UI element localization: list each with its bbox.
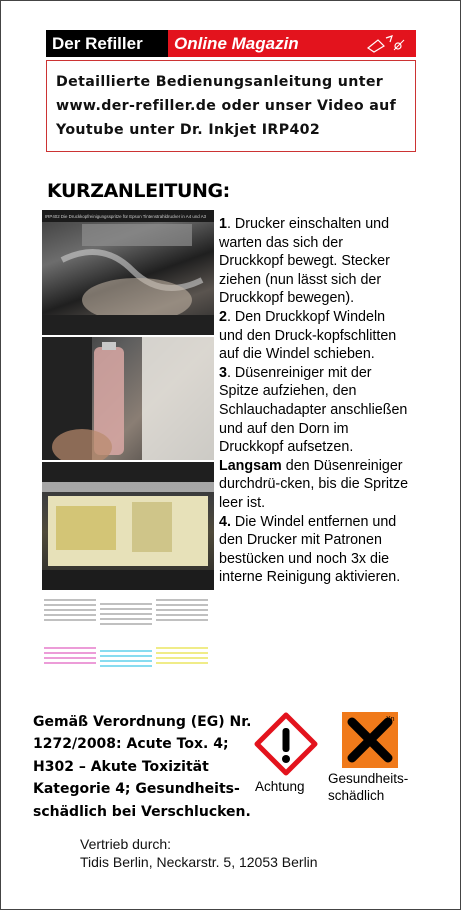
legal-notice: Gemäß Verordnung (EG) Nr. 1272/2008: Acute Tox. 4; H302 – Akute Toxizität Kategorie 4; Gesundheits-schädlich bei Verschlucken. bbox=[33, 714, 252, 820]
step-3-emphasis: Langsam bbox=[219, 457, 282, 474]
nozzle-pattern-illustration bbox=[42, 596, 214, 676]
xn-hazard-icon bbox=[342, 712, 398, 768]
step-4-number: 4. bbox=[219, 513, 231, 530]
nozzle-pattern-color bbox=[44, 648, 208, 666]
step-3-text-b: den Düsenreiniger durchdrü-cken, bis die Spritze leer ist. bbox=[219, 457, 409, 511]
printer-head-photo bbox=[42, 210, 214, 335]
hazard-xn-label: Gesundheits-schädlich bbox=[328, 771, 409, 803]
brand-banner bbox=[46, 30, 416, 57]
cleaning-pad-photo bbox=[42, 462, 214, 590]
cleaning-pad-illustration bbox=[42, 462, 214, 590]
step-3-text-a: . Düsenreiniger mit der Spitze aufziehen, den Schlauchadapter anschließen und auf den Dorn im Druckkopf aufsetzen. bbox=[219, 364, 408, 456]
instruction-steps bbox=[219, 215, 409, 587]
step-1 bbox=[219, 216, 390, 306]
info-box bbox=[46, 60, 416, 152]
nozzle-pattern-black bbox=[44, 600, 208, 624]
syringe-illustration bbox=[42, 337, 214, 460]
brand-subtitle-text: Online Magazin bbox=[174, 34, 299, 53]
brand-subtitle bbox=[168, 30, 416, 57]
hazard-achtung-label: Achtung bbox=[255, 779, 305, 794]
step-2 bbox=[219, 309, 396, 362]
step-1-text: . Drucker einschalten und warten das sich der Druckkopf bewegt. Stecker ziehen (nun lässt sich der Druckkopf bewegen). bbox=[219, 216, 390, 307]
distribution-info bbox=[80, 835, 318, 871]
step-1-number: 1 bbox=[219, 216, 227, 232]
step-2-text: . Den Druckkopf Windeln und den Druck-kopfschlitten auf die Windel schieben. bbox=[219, 308, 397, 363]
nozzle-test-pattern bbox=[42, 596, 214, 676]
step-3-number: 3 bbox=[219, 364, 227, 381]
step-2-number: 2 bbox=[219, 308, 227, 325]
step-4-text: Die Windel entfernen und den Drucker mit Patronen bestücken und noch 3x die interne Reinigung aktivieren. bbox=[219, 513, 401, 586]
exclamation-hazard-icon bbox=[254, 712, 318, 776]
step-3 bbox=[219, 365, 408, 511]
syringe-photo bbox=[42, 337, 214, 460]
xn-code: Xn bbox=[386, 716, 395, 723]
info-text: Detaillierte Bedienungsanleitung unter www.der-refiller.de oder unser Video auf Youtube unter Dr. Inkjet IRP402 bbox=[56, 74, 397, 138]
brand-name: Der Refiller bbox=[52, 34, 143, 53]
page-title: KURZANLEITUNG: bbox=[47, 180, 230, 202]
distribution-heading: Vertrieb durch: bbox=[80, 836, 172, 852]
step-4 bbox=[219, 514, 400, 586]
printer-head-illustration bbox=[42, 210, 214, 335]
refill-doodle-icon bbox=[364, 34, 408, 54]
distribution-address: Tidis Berlin, Neckarstr. 5, 12053 Berlin bbox=[80, 854, 318, 870]
photo-caption: IRP402 Die Druckkopfreinigungsspritze für Epson Tintenstrahldrucker in A4 und A3 bbox=[45, 214, 207, 219]
